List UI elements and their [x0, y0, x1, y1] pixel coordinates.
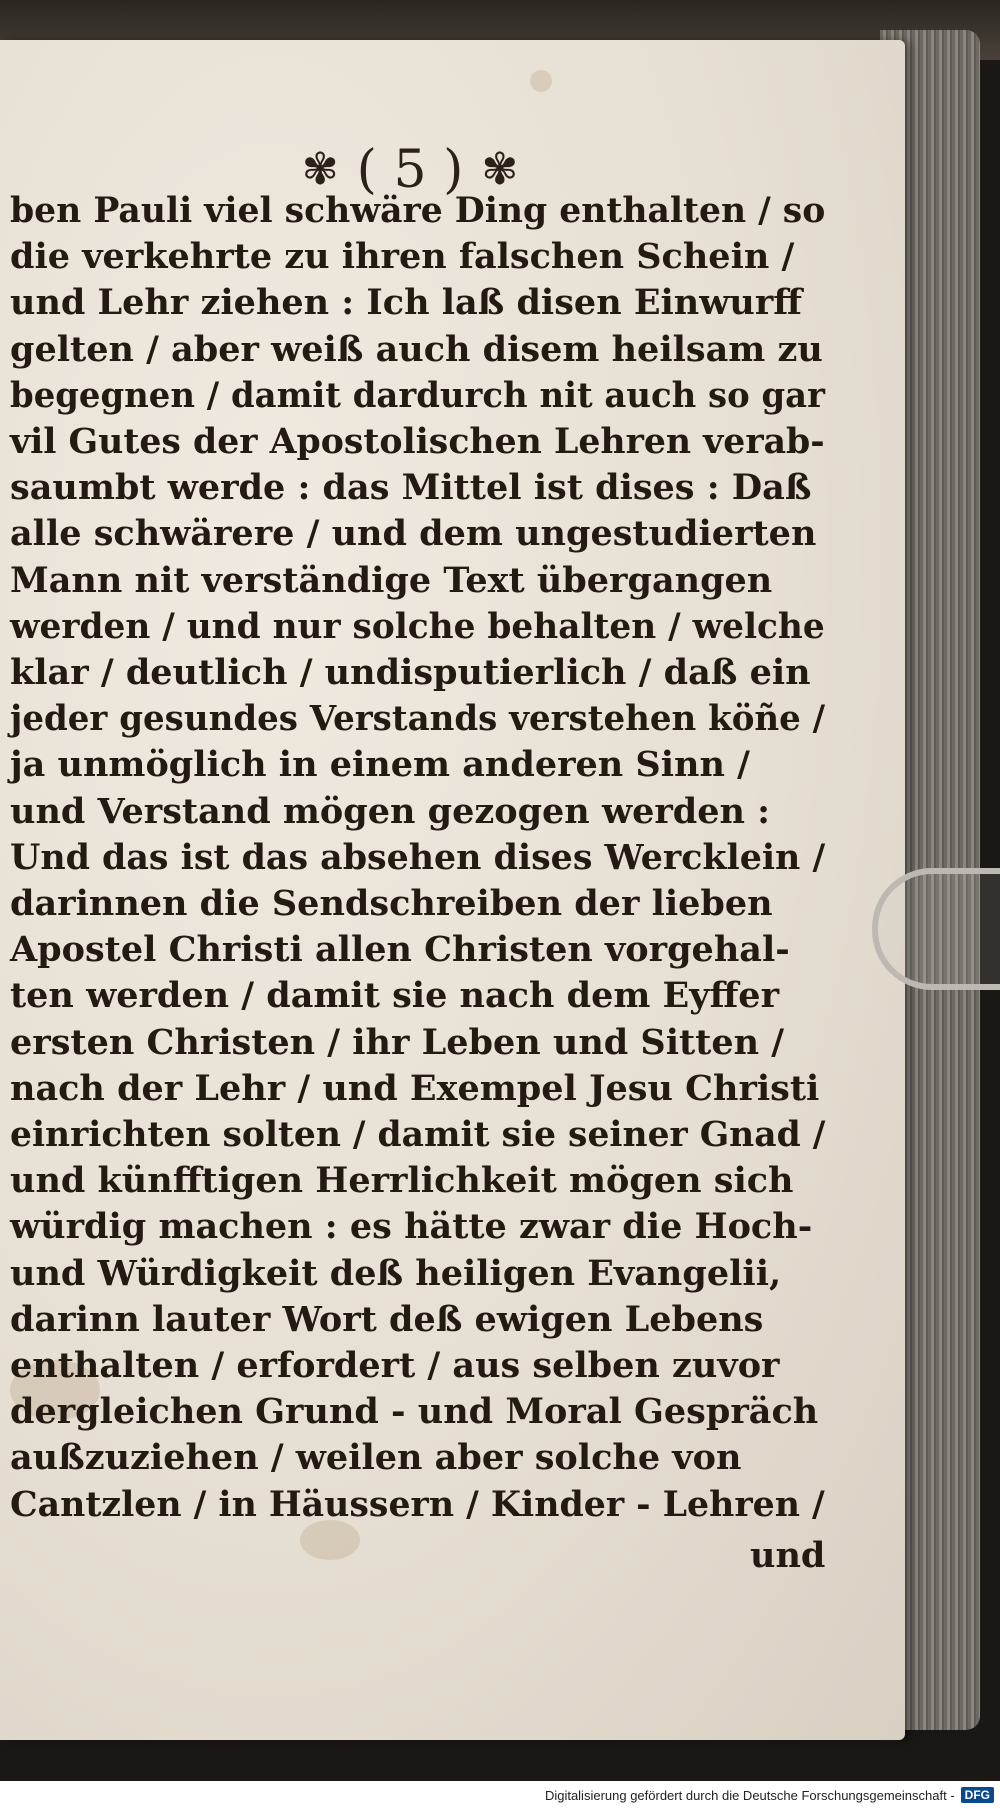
text-line: nach der Lehr / und Exempel Jesu Christi: [10, 1067, 820, 1109]
digitization-footer: [0, 1781, 1000, 1809]
page-clip: [872, 868, 1000, 990]
text-line: begegnen / damit dardurch nit auch so gar: [10, 374, 825, 416]
text-line: ja unmöglich in einem anderen Sinn /: [10, 744, 750, 786]
ornament-right-icon: ✾: [481, 144, 519, 195]
text-line: einrichten solten / damit sie seiner Gnad /: [10, 1114, 826, 1156]
text-line: außzuziehen / weilen aber solche von: [10, 1437, 742, 1479]
page-stain: [530, 70, 552, 92]
text-line: saumbt werde : das Mittel ist dises : Daß: [10, 467, 812, 509]
text-line: Cantzlen / in Häussern / Kinder - Lehren /: [10, 1483, 825, 1525]
text-line: würdig machen : es hätte zwar die Hoch-: [10, 1206, 813, 1248]
ornament-left-icon: ✾: [301, 144, 339, 195]
text-line: werden / und nur solche behalten / welche: [10, 605, 825, 647]
text-line: klar / deutlich / undisputierlich / daß ein: [10, 652, 811, 694]
text-line: ten werden / damit sie nach dem Eyffer: [10, 975, 780, 1017]
text-line: alle schwärere / und dem ungestudierten: [10, 513, 817, 555]
text-line: enthalten / erfordert / aus selben zuvor: [10, 1345, 780, 1387]
text-line: darinnen die Sendschreiben der lieben: [10, 883, 773, 925]
catchword: und: [750, 1535, 826, 1576]
text-line: und Lehr ziehen : Ich laß disen Einwurff: [10, 282, 802, 324]
text-line: Mann nit verständige Text übergangen: [10, 559, 773, 601]
text-line: gelten / aber weiß auch disem heilsam zu: [10, 328, 823, 370]
text-line: darinn lauter Wort deß ewigen Lebens: [10, 1298, 764, 1340]
text-line: Und das ist das absehen dises Wercklein /: [10, 836, 826, 878]
body-text: [10, 188, 825, 1528]
text-line: und Würdigkeit deß heiligen Evangelii,: [10, 1252, 782, 1294]
text-line: ben Pauli viel schwäre Ding enthalten / so: [10, 190, 826, 231]
text-line: Apostel Christi allen Christen vorgehal-: [10, 929, 790, 971]
text-line: dergleichen Grund - und Moral Gespräch: [10, 1391, 819, 1433]
page-number: ( 5 ): [356, 140, 464, 200]
text-line: ersten Christen / ihr Leben und Sitten /: [10, 1021, 785, 1063]
text-line: vil Gutes der Apostolischen Lehren verab-: [10, 421, 825, 463]
text-line: die verkehrte zu ihren falschen Schein /: [10, 236, 795, 278]
footer-credit: Digitalisierung gefördert durch die Deutsche Forschungsgemeinschaft -: [544, 1787, 955, 1803]
text-line: jeder gesundes Verstands verstehen köñe /: [10, 698, 826, 740]
text-line: und Verstand mögen gezogen werden :: [10, 790, 771, 832]
text-line: und künfftigen Herrlichkeit mögen sich: [10, 1160, 794, 1202]
dfg-logo: DFG: [961, 1787, 994, 1803]
